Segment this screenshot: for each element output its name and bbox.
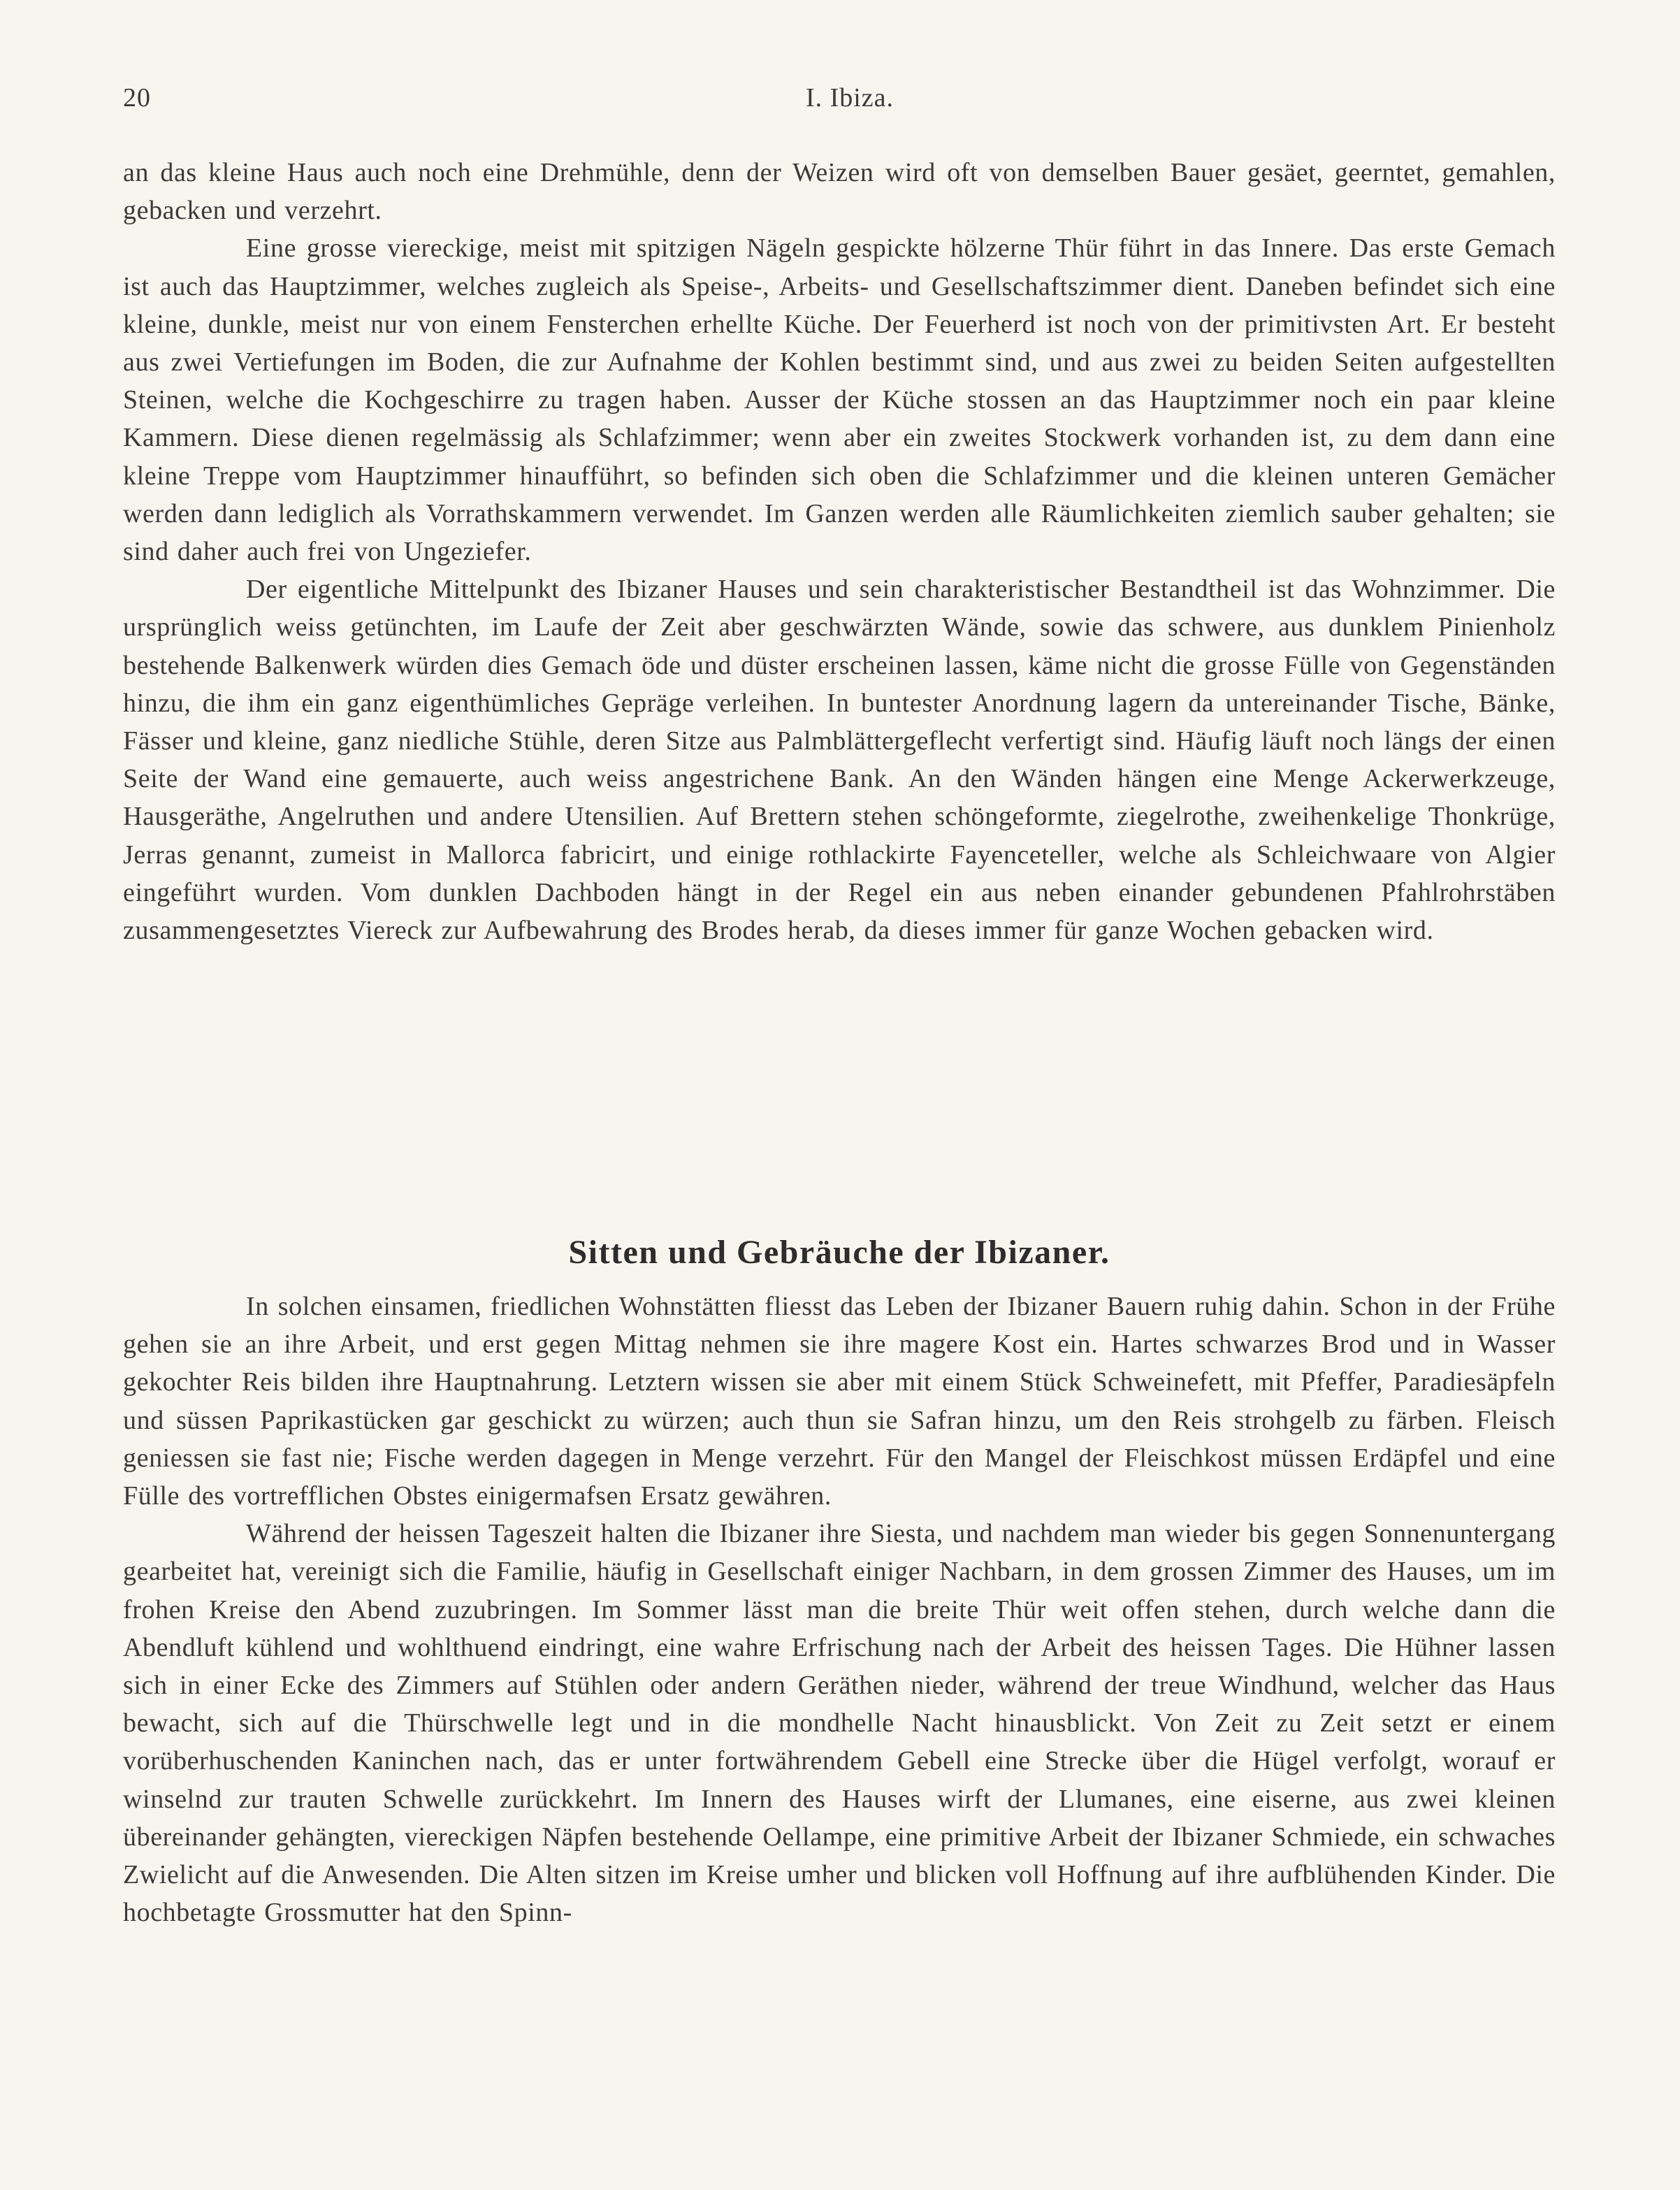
paragraph-evening: Während der heissen Tageszeit halten die Ibizaner ihre Siesta, und nachdem man wieder bis gegen Sonnenuntergang gearbeitet hat, vereinigt sich die Familie, häufig in Gesellschaft einiger Nachbarn, in dem grossen Zimmer des Hauses, um im frohen Kreise den Abend zuzubringen. Im Sommer lässt man die breite Thür weit offen stehen, durch welche dann die Abendluft kühlend und wohlthuend eindringt, eine wahre Erfrischung nach der Arbeit des heissen Tages. Die Hühner lassen sich in einer Ecke des Zimmers auf Stühlen oder andern Geräthen nieder, während der treue Windhund, welcher das Haus bewacht, sich auf die Thürschwelle legt und in die mondhelle Nacht hinausblickt. Von Zeit zu Zeit setzt er einem vorüberhuschenden Kaninchen nach, das er unter fortwährendem Gebell eine Strecke über die Hügel verfolgt, worauf er winselnd zur trauten Schwelle zurückkehrt. Im Innern des Hauses wirft der Llumanes, eine eiserne, aus zwei kleinen übereinander gehängten, viereckigen Näpfen bestehende Oellampe, eine primitive Arbeit der Ibizaner Schmiede, ein schwaches Zwielicht auf die Anwesenden. Die Alten sitzen im Kreise umher und blicken voll Hoffnung auf ihre aufblühenden Kinder. Die hochbetagte Grossmutter hat den Spinn- xyxy=(123,1519,1556,1928)
page-number: 20 xyxy=(123,83,151,113)
paragraph-continuation: an das kleine Haus auch noch eine Drehmühle, denn der Weizen wird oft von demselben Bauer gesäet, geerntet, gemahlen, gebacken und verzehrt. xyxy=(123,158,1556,226)
section-house-description xyxy=(123,154,1556,949)
running-title: I. Ibiza. xyxy=(805,83,895,113)
page-header xyxy=(123,82,1577,124)
section-customs xyxy=(123,1288,1556,1931)
paragraph-living-room: Der eigentliche Mittelpunkt des Ibizaner Hauses und sein charakteristischer Bestandtheil ist das Wohnzimmer. Die ursprünglich weiss getünchten, im Laufe der Zeit aber geschwärzten Wände, sowie das schwere, aus dunklem Pinienholz bestehende Balkenwerk würden dies Gemach öde und düster erscheinen lassen, käme nicht die grosse Fülle von Gegenständen hinzu, die ihm ein ganz eigenthümliches Gepräge verleihen. In buntester Anordnung lagern da untereinander Tische, Bänke, Fässer und kleine, ganz niedliche Stühle, deren Sitze aus Palmblättergeflecht verfertigt sind. Häufig läuft noch längs der einen Seite der Wand eine gemauerte, auch weiss angestrichene Bank. An den Wänden hängen eine Menge Ackerwerkzeuge, Hausgeräthe, Angelruthen und andere Utensilien. Auf Brettern stehen schöngeformte, ziegelrothe, zweihenkelige Thonkrüge, Jerras genannt, zumeist in Mallorca fabricirt, und einige rothlackirte Fayenceteller, welche als Schleichwaare von Algier eingeführt wurden. Vom dunklen Dachboden hängt in der Regel ein aus neben einander gebundenen Pfahlrohrstäben zusammengesetztes Viereck zur Aufbewahrung des Brodes herab, da dieses immer für ganze Wochen gebacken wird. xyxy=(123,575,1556,946)
paragraph-house-interior: Eine grosse viereckige, meist mit spitzigen Nägeln gespickte hölzerne Thür führt in das Innere. Das erste Gemach ist auch das Hauptzimmer, welches zugleich als Speise-, Arbeits- und Gesellschaftszimmer dient. Daneben befindet sich eine kleine, dunkle, meist nur von einem Fensterchen erhellte Küche. Der Feuerherd ist noch von der primitivsten Art. Er besteht aus zwei Vertiefungen im Boden, die zur Aufnahme der Kohlen bestimmt sind, und aus zwei zu beiden Seiten aufgestellten Steinen, welche die Kochgeschirre zu tragen haben. Ausser der Küche stossen an das Hauptzimmer noch ein paar kleine Kammern. Diese dienen regelmässig als Schlafzimmer; wenn aber ein zweites Stockwerk vorhanden ist, zu dem dann eine kleine Treppe vom Hauptzimmer hinaufführt, so befinden sich oben die Schlafzimmer und die kleinen unteren Gemächer werden dann lediglich als Vorrathskammern verwendet. Im Ganzen werden alle Räumlichkeiten ziemlich sauber gehalten; sie sind daher auch frei von Ungeziefer. xyxy=(123,233,1556,567)
section-heading: Sitten und Gebräuche der Ibizaner. xyxy=(568,1233,1110,1271)
paragraph-daily-life: In solchen einsamen, friedlichen Wohnstätten fliesst das Leben der Ibizaner Bauern ruhig dahin. Schon in der Frühe gehen sie an ihre Arbeit, und erst gegen Mittag nehmen sie ihre magere Kost ein. Hartes schwarzes Brod und in Wasser gekochter Reis bilden ihre Hauptnahrung. Letztern wissen sie aber mit einem Stück Schweinefett, mit Pfeffer, Paradiesäpfeln und süssen Paprikastücken gar geschickt zu würzen; auch thun sie Safran hinzu, um den Reis strohgelb zu färben. Fleisch geniessen sie fast nie; Fische werden dagegen in Menge verzehrt. Für den Mangel der Fleischkost müssen Erdäpfel und eine Fülle des vortrefflichen Obstes einigermafsen Ersatz gewähren. xyxy=(123,1292,1556,1511)
